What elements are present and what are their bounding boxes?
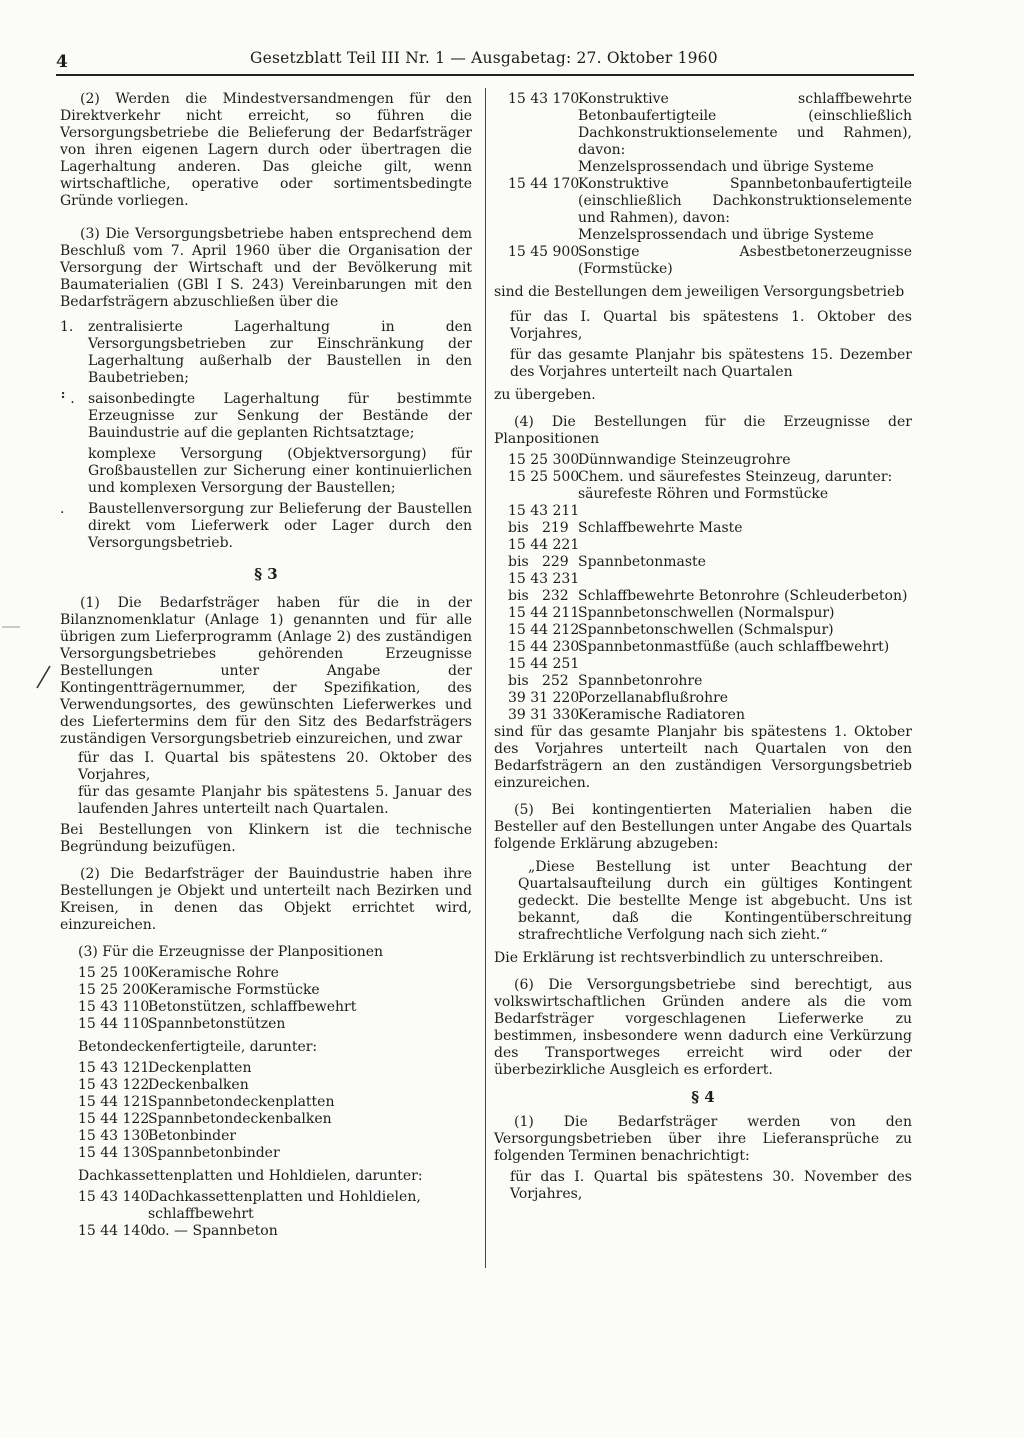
section-heading-4: § 4 <box>691 1088 715 1106</box>
section-3-paragraph-3: (3) Für die Erzeugnisse der Planpositionen <box>78 944 384 960</box>
code-row: 15 25 100 Keramische Rohre <box>78 965 279 981</box>
code-row: 15 43 121 Deckenplatten <box>78 1060 252 1076</box>
code-row: 15 44 121 Spannbetondeckenplatten <box>78 1094 335 1110</box>
deadline-planjahr-right: für das gesamte Planjahr bis spätestens 15. Dezember des Vorjahres unterteilt nach Quartalen <box>510 347 912 380</box>
list-item-number <box>60 446 88 497</box>
code-list-2 <box>78 1060 472 1162</box>
code-row: 15 44 140 do. — Spannbeton <box>78 1223 278 1239</box>
deadline-q1: für das I. Quartal bis spätestens 20. Oktober des Vorjahres, <box>78 750 472 783</box>
code-row: 15 44 221 <box>508 537 580 553</box>
declaration-quote: „Diese Bestellung ist unter Beachtung der Quartalsaufteilung durch ein gültiges Kontingent gedeckt. Die bestellte Menge ist abgebucht. Uns ist bekannt, daß die Kontingentüberschreitung strafrechtliche Verfolgung nach sich zieht.“ <box>518 859 912 943</box>
list-item-number: . <box>60 501 65 517</box>
page-number: 4 <box>56 52 68 72</box>
list-item-number: 1. <box>60 319 74 335</box>
code-row: 15 44 110 Spannbetonstützen <box>78 1016 286 1032</box>
code-row: 15 44 211 Spannbetonschwellen (Normalspur) <box>508 605 835 621</box>
code-row: bis 252 Spannbetonrohre <box>508 673 703 689</box>
list-item <box>60 391 472 442</box>
code-row: 15 44 230 Spannbetonmastfüße (auch schlaffbewehrt) <box>508 639 890 655</box>
list-item-text: komplexe Versorgung (Objektversorgung) für Großbaustellen zur Sicherung einer kontinuierlichen und komplexen Versorgung der Baustellen; <box>88 446 472 496</box>
code-row: 15 43 110 Betonstützen, schlaffbewehrt <box>78 999 357 1015</box>
paragraph-5-end: Die Erklärung ist rechtsverbindlich zu unterschreiben. <box>494 950 884 966</box>
code-row: 15 43 211 <box>508 503 580 519</box>
paragraph-4-end: sind für das gesamte Planjahr bis spätestens 1. Oktober des Vorjahres unterteilt nach Quartalen von den Bedarfsträgern an den zuständigen Versorgungsbetrieb einzureichen. <box>494 724 912 791</box>
group-heading-betondecken: Betondeckenfertigteile, darunter: <box>78 1039 318 1055</box>
code-row: 15 44 122 Spannbetondeckenbalken <box>78 1111 332 1127</box>
code-row: säurefeste Röhren und Formstücke <box>578 486 829 502</box>
paragraph-4: (4) Die Bestellungen für die Erzeugnisse der Planpositionen <box>494 414 912 447</box>
paragraph-2: (2) Werden die Mindestversandmengen für den Direktverkehr nicht erreicht, so führen die Versorgungsbetriebe die Belieferung der Bedarfsträger von ihren eigenen Lagern durch oder übertragen die Lagerhaltung anderen. Das gleiche gilt, wenn wirtschaftliche, operative oder sortimentsbedingte Gründe vorliegen. <box>60 91 472 209</box>
list-item-text: saisonbedingte Lagerhaltung für bestimmte Erzeugnisse zur Senkung der Bestände der Bauindustrie auf die geplanten Richtsatztage; <box>88 391 472 441</box>
code-list-3 <box>78 1189 472 1240</box>
section-4-deadline-q1: für das I. Quartal bis spätestens 30. November des Vorjahres, <box>510 1169 912 1202</box>
header-rule <box>56 74 914 76</box>
code-row: 39 31 330 Keramische Radiatoren <box>508 707 745 723</box>
left-column <box>60 91 472 1240</box>
code-row: 15 25 200 Keramische Formstücke <box>78 982 320 998</box>
code-row: Menzelsprossendach und übrige Systeme <box>578 159 874 175</box>
code-list-p4 <box>508 452 912 724</box>
code-row: 15 43 122 Deckenbalken <box>78 1077 249 1093</box>
klinker-note: Bei Bestellungen von Klinkern ist die technische Begründung beizufügen. <box>60 822 472 855</box>
margin-scan-mark <box>0 624 22 630</box>
code-row: 15 44 212 Spannbetonschwellen (Schmalspur) <box>508 622 834 638</box>
code-row: Menzelsprossendach und übrige Systeme <box>578 227 874 243</box>
list-item-text: Baustellenversorgung zur Belieferung der Baustellen direkt vom Lieferwerk oder Lager durch den Versorgungsbetrieb. <box>88 501 472 551</box>
page-header-title: Gesetzblatt Teil III Nr. 1 — Ausgabetag: 27. Oktober 1960 <box>250 49 718 67</box>
paragraph-zu-uebergeben: zu übergeben. <box>494 387 596 403</box>
list-item <box>60 446 472 497</box>
list-item <box>60 501 472 552</box>
right-column <box>494 91 912 1203</box>
section-4-paragraph-1: (1) Die Bedarfsträger werden von den Versorgungsbetrieben über ihre Lieferansprüche zu folgenden Terminen benachrichtigt: <box>494 1114 912 1164</box>
group-heading-dachkassetten: Dachkassettenplatten und Hohldielen, darunter: <box>78 1168 423 1184</box>
list-item-number: ⠃. <box>60 391 75 407</box>
code-row: bis 232 Schlaffbewehrte Betonrohre (Schleuderbeton) <box>508 588 908 604</box>
code-list-1 <box>78 965 472 1033</box>
paragraph-5: (5) Bei kontingentierten Materialien haben die Besteller auf den Bestellungen unter Angabe des Quartals folgende Erklärung abzugeben: <box>494 802 912 852</box>
code-row: 15 25 500 Chem. und säurefestes Steinzeug, darunter: <box>508 469 893 485</box>
code-row: 15 43 130 Betonbinder <box>78 1128 237 1144</box>
code-row: 39 31 220 Porzellanabflußrohre <box>508 690 729 706</box>
margin-pencil-mark <box>34 664 54 690</box>
code-row: bis 229 Spannbetonmaste <box>508 554 706 570</box>
code-row: 15 44 251 <box>508 656 580 672</box>
code-row: 15 45 900 Sonstige Asbestbetonerzeugnisse (Formstücke) <box>508 244 912 277</box>
list-item <box>60 319 472 387</box>
code-row: bis 219 Schlaffbewehrte Maste <box>508 520 743 536</box>
code-list-top <box>508 91 912 278</box>
paragraph-3: (3) Die Versorgungsbetriebe haben entsprechend dem Beschluß vom 7. April 1960 über die Organisation der Versorgung der Wirtschaft und der Bevölkerung mit Baumaterialien (GBl I S. 243) Vereinbarungen mit den Bedarfsträgern abzuschließen über die <box>60 226 472 310</box>
code-row: 15 44 170 Konstruktive Spannbetonbaufertigteile (einschließlich Dachkonstruktionselemente und Rahmen), davon: <box>508 176 912 226</box>
code-row: 15 43 170 Konstruktive schlaffbewehrte Betonbaufertigteile (einschließlich Dachkonstruktionselemente und Rahmen), davon: <box>508 91 912 158</box>
column-divider <box>485 88 486 1268</box>
code-row: 15 43 231 <box>508 571 580 587</box>
code-row: 15 25 300 Dünnwandige Steinzeugrohre <box>508 452 791 468</box>
deadline-q1-right: für das I. Quartal bis spätestens 1. Oktober des Vorjahres, <box>510 309 912 342</box>
list-item-text: zentralisierte Lagerhaltung in den Versorgungsbetrieben zur Einschränkung der Lagerhaltung außerhalb der Baustellen in den Baubetrieben; <box>88 319 472 386</box>
code-row: 15 44 130 Spannbetonbinder <box>78 1145 280 1161</box>
code-row: 15 43 140 Dachkassettenplatten und Hohldielen, schlaffbewehrt <box>78 1189 421 1222</box>
deadline-planjahr: für das gesamte Planjahr bis spätestens 5. Januar des laufenden Jahres unterteilt nach Quartalen. <box>78 784 472 817</box>
paragraph-sind: sind die Bestellungen dem jeweiligen Versorgungsbetrieb <box>494 284 905 300</box>
paragraph-6: (6) Die Versorgungsbetriebe sind berechtigt, aus volkswirtschaftlichen Gründen andere als die vom Bedarfsträger vorgeschlagenen Lieferwerke zu bestimmen, insbesondere wenn dadurch eine Verkürzung des Transportweges erreicht wird oder der überbezirkliche Ausgleich es erfordert. <box>494 977 912 1078</box>
section-heading-3: § 3 <box>254 565 278 583</box>
section-3-paragraph-2: (2) Die Bedarfsträger der Bauindustrie haben ihre Bestellungen je Objekt und unterteilt nach Bezirken und Kreisen, in denen das Objekt errichtet wird, einzureichen. <box>60 866 472 933</box>
section-3-paragraph-1: (1) Die Bedarfsträger haben für die in der Bilanznomenklatur (Anlage 1) genannten und für alle übrigen zum Lieferprogramm (Anlage 2) des zuständigen Versorgungsbetriebes gehörenden Erzeugnisse Bestellungen unter Angabe der Kontingentträgernummer, der Spezifikation, des Verwendungsortes, des gewünschten Lieferwerkes und des Liefertermins dem für den Sitz des Bedarfsträgers zuständigen Versorgungsbetrieb einzureichen, und zwar <box>60 595 472 747</box>
